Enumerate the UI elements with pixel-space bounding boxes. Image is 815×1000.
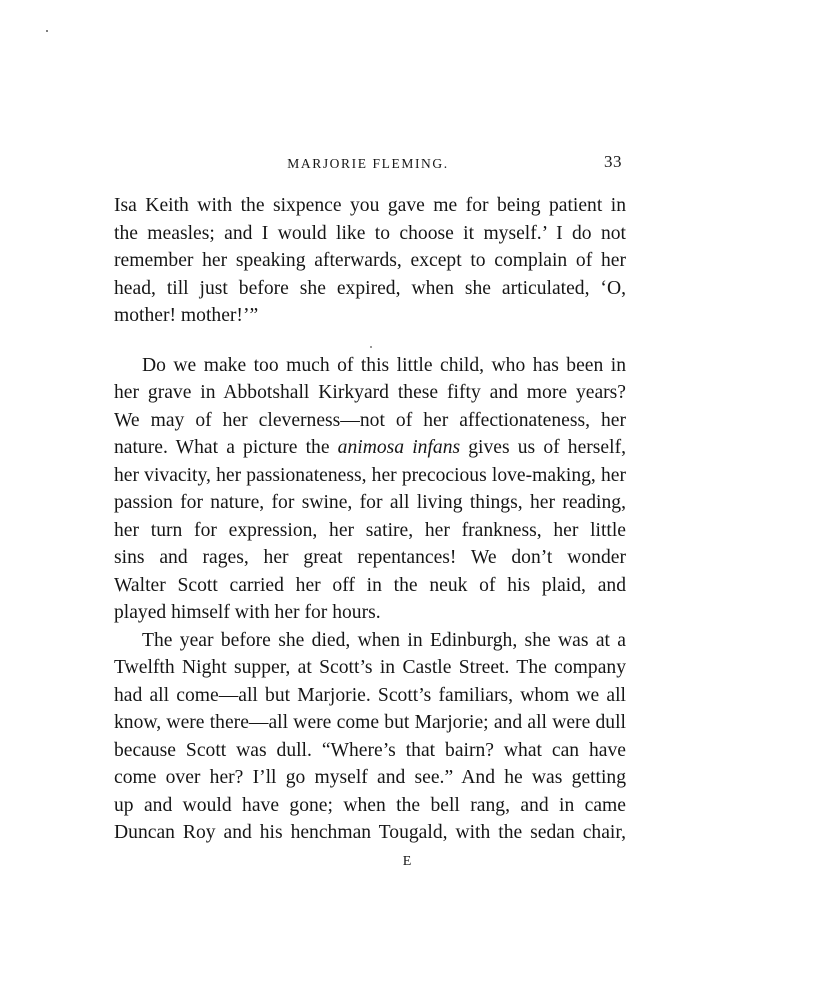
text-line: The year before she died, when in Edinburgh, she was at a	[142, 629, 626, 651]
text-line: had all come—all but Marjorie. Scott’s familiars, whom we all	[114, 684, 626, 706]
signature-mark: E	[402, 854, 413, 869]
text-line: her vivacity, her passionateness, her precocious love-making, her	[114, 464, 626, 486]
text-line: head, till just before she expired, when she articulated, ‘O,	[114, 277, 626, 299]
running-title: MARJORIE FLEMING.	[287, 156, 449, 171]
latin-phrase: animosa infans	[337, 437, 461, 458]
text-run: gives us of herself,	[460, 437, 626, 458]
text-line: up and would have gone; when the bell rang, and in came	[114, 794, 626, 816]
text-line: Twelfth Night supper, at Scott’s in Castle Street. The company	[114, 657, 626, 678]
section-break	[114, 330, 626, 352]
text-line: We may of her cleverness—not of her affectionateness, her	[114, 409, 626, 431]
text-line: Do we make too much of this little child, who has been in	[142, 354, 626, 376]
text-line: sins and rages, her great repentances! We don’t wonder	[114, 547, 626, 568]
paragraph-1	[114, 192, 626, 330]
text-line: passion for nature, for swine, for all living things, her reading,	[114, 492, 626, 513]
running-head	[114, 152, 622, 176]
text-run: nature. What a picture the	[114, 437, 338, 458]
text-line: come over her? I’ll go myself and see.” And he was getting	[114, 767, 626, 788]
text-line: her grave in Abbotshall Kirkyard these fifty and more years?	[114, 382, 626, 403]
text-line: know, were there—all were come but Marjorie; and all were dull	[114, 712, 626, 733]
text-line: Isa Keith with the sixpence you gave me for being patient in	[114, 195, 626, 216]
text-line: Duncan Roy and his henchman Tougald, with the sedan chair,	[114, 822, 626, 843]
text-line: her turn for expression, her satire, her frankness, her little	[114, 519, 626, 541]
text-line: played himself with her for hours.	[114, 602, 381, 623]
text-line: the measles; and I would like to choose it myself.’ I do not	[114, 222, 626, 244]
body-text	[114, 192, 626, 847]
page-speck	[46, 30, 48, 32]
text-line: mother! mother!’”	[114, 305, 259, 326]
page-number: 33	[604, 152, 622, 171]
text-line: because Scott was dull. “Where’s that bairn? what can have	[114, 739, 626, 761]
paragraph-3	[114, 627, 626, 847]
text-line: remember her speaking afterwards, except to complain of her	[114, 250, 626, 271]
text-line	[114, 434, 626, 462]
paragraph-2	[114, 352, 626, 627]
text-line: Walter Scott carried her off in the neuk of his plaid, and	[114, 574, 626, 596]
